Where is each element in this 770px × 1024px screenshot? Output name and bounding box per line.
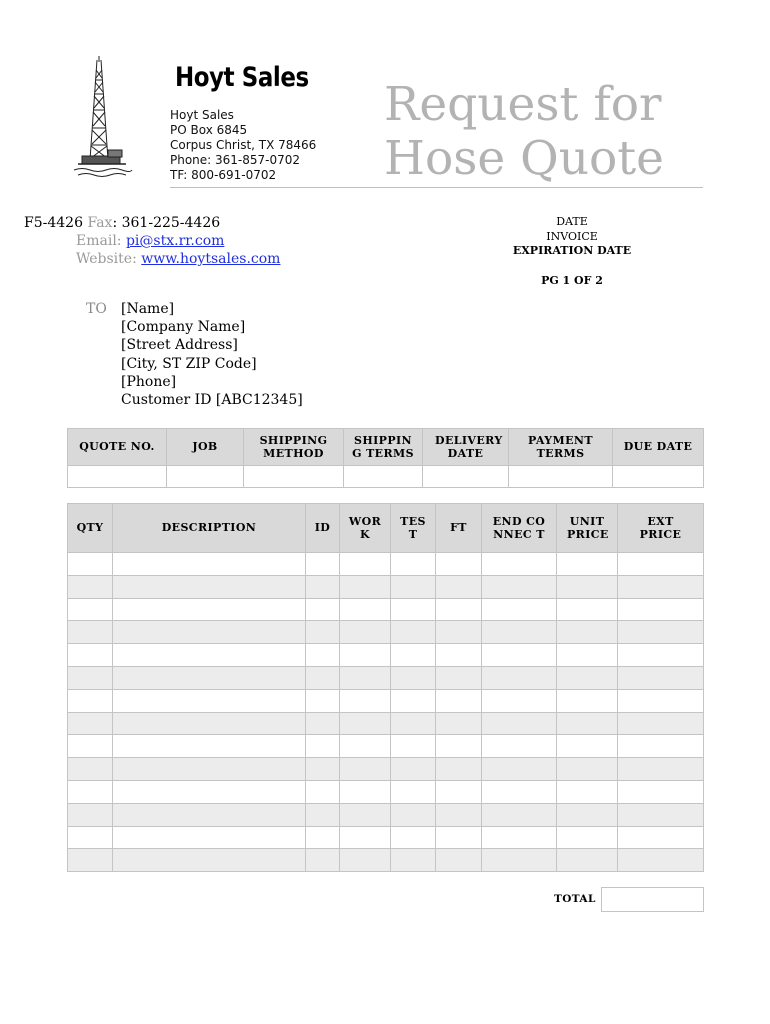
document-title bbox=[384, 78, 664, 186]
qty-cell[interactable] bbox=[68, 621, 113, 644]
ft-cell[interactable] bbox=[436, 644, 482, 667]
website-link[interactable]: www.hoytsales.com bbox=[141, 251, 281, 267]
ft-cell[interactable] bbox=[436, 758, 482, 781]
unit-price-cell[interactable] bbox=[557, 621, 618, 644]
column-header-id: ID bbox=[306, 504, 340, 553]
total-label: TOTAL bbox=[554, 893, 596, 905]
test-cell[interactable] bbox=[391, 553, 436, 576]
fax-label: Fax bbox=[87, 215, 113, 231]
end-connect-cell[interactable] bbox=[482, 666, 557, 689]
description-cell[interactable] bbox=[113, 666, 306, 689]
test-cell[interactable] bbox=[391, 735, 436, 758]
ext-price-cell[interactable] bbox=[618, 780, 704, 803]
unit-price-cell[interactable] bbox=[557, 666, 618, 689]
id-cell[interactable] bbox=[306, 712, 340, 735]
unit-price-cell[interactable] bbox=[557, 758, 618, 781]
column-header-shipping-terms: SHIPPIN G TERMS bbox=[344, 429, 423, 466]
end-connect-cell[interactable] bbox=[482, 758, 557, 781]
recipient-city: [City, ST ZIP Code] bbox=[121, 355, 257, 372]
payment-terms-cell[interactable] bbox=[509, 466, 613, 488]
ext-price-cell[interactable] bbox=[618, 644, 704, 667]
table-row bbox=[68, 666, 704, 689]
table-row bbox=[68, 803, 704, 826]
column-header-ext-price: EXT PRICE bbox=[618, 504, 704, 553]
ext-price-cell[interactable] bbox=[618, 712, 704, 735]
work-cell[interactable] bbox=[340, 780, 391, 803]
end-connect-cell[interactable] bbox=[482, 712, 557, 735]
ft-cell[interactable] bbox=[436, 689, 482, 712]
recipient-block bbox=[121, 300, 303, 409]
company-name: Hoyt Sales bbox=[175, 62, 309, 93]
unit-price-cell[interactable] bbox=[557, 689, 618, 712]
table-row bbox=[68, 758, 704, 781]
id-cell[interactable] bbox=[306, 735, 340, 758]
email-label: Email: bbox=[76, 233, 126, 249]
ft-cell[interactable] bbox=[436, 803, 482, 826]
ext-price-cell[interactable] bbox=[618, 575, 704, 598]
id-cell[interactable] bbox=[306, 849, 340, 872]
end-connect-cell[interactable] bbox=[482, 849, 557, 872]
ft-cell[interactable] bbox=[436, 826, 482, 849]
unit-price-cell[interactable] bbox=[557, 803, 618, 826]
ext-price-cell[interactable] bbox=[618, 598, 704, 621]
work-cell[interactable] bbox=[340, 553, 391, 576]
description-cell[interactable] bbox=[113, 849, 306, 872]
end-connect-cell[interactable] bbox=[482, 735, 557, 758]
due-date-cell[interactable] bbox=[613, 466, 704, 488]
qty-cell[interactable] bbox=[68, 826, 113, 849]
column-header-ft: FT bbox=[436, 504, 482, 553]
delivery-date-cell[interactable] bbox=[423, 466, 509, 488]
column-header-due-date: DUE DATE bbox=[613, 429, 704, 466]
id-cell[interactable] bbox=[306, 644, 340, 667]
test-cell[interactable] bbox=[391, 644, 436, 667]
ft-cell[interactable] bbox=[436, 780, 482, 803]
work-cell[interactable] bbox=[340, 689, 391, 712]
ft-cell[interactable] bbox=[436, 666, 482, 689]
document-title-line: Hose Quote bbox=[384, 131, 664, 186]
qty-cell[interactable] bbox=[68, 666, 113, 689]
description-cell[interactable] bbox=[113, 644, 306, 667]
column-header-test: TES T bbox=[391, 504, 436, 553]
recipient-name: [Name] bbox=[121, 301, 175, 317]
address-line: Hoyt Sales bbox=[170, 108, 234, 122]
column-header-shipping-method: SHIPPING METHOD bbox=[244, 429, 344, 466]
id-cell[interactable] bbox=[306, 553, 340, 576]
table-row bbox=[68, 849, 704, 872]
table-row bbox=[68, 466, 704, 488]
qty-cell[interactable] bbox=[68, 758, 113, 781]
unit-price-cell[interactable] bbox=[557, 644, 618, 667]
work-cell[interactable] bbox=[340, 621, 391, 644]
qty-cell[interactable] bbox=[68, 803, 113, 826]
ext-price-cell[interactable] bbox=[618, 666, 704, 689]
website-label: Website: bbox=[76, 251, 142, 267]
work-cell[interactable] bbox=[340, 644, 391, 667]
id-cell[interactable] bbox=[306, 826, 340, 849]
end-connect-cell[interactable] bbox=[482, 826, 557, 849]
unit-price-cell[interactable] bbox=[557, 780, 618, 803]
table-row bbox=[68, 780, 704, 803]
id-cell[interactable] bbox=[306, 803, 340, 826]
document-title-line: Request for bbox=[384, 77, 662, 132]
column-header-end-connect: END CONNEC T bbox=[482, 504, 557, 553]
ext-price-cell[interactable] bbox=[618, 758, 704, 781]
ft-cell[interactable] bbox=[436, 553, 482, 576]
work-cell[interactable] bbox=[340, 598, 391, 621]
unit-price-cell[interactable] bbox=[557, 598, 618, 621]
unit-price-cell[interactable] bbox=[557, 712, 618, 735]
id-cell[interactable] bbox=[306, 598, 340, 621]
test-cell[interactable] bbox=[391, 598, 436, 621]
qty-cell[interactable] bbox=[68, 780, 113, 803]
test-cell[interactable] bbox=[391, 826, 436, 849]
contact-info bbox=[24, 214, 280, 268]
recipient-phone: [Phone] bbox=[121, 373, 177, 390]
address-line: PO Box 6845 bbox=[170, 123, 248, 137]
company-address bbox=[170, 108, 316, 183]
work-cell[interactable] bbox=[340, 758, 391, 781]
recipient-company: [Company Name] bbox=[121, 319, 246, 336]
test-cell[interactable] bbox=[391, 758, 436, 781]
id-cell[interactable] bbox=[306, 575, 340, 598]
ext-price-cell[interactable] bbox=[618, 553, 704, 576]
work-cell[interactable] bbox=[340, 849, 391, 872]
unit-price-cell[interactable] bbox=[557, 553, 618, 576]
ext-price-cell[interactable] bbox=[618, 621, 704, 644]
description-cell[interactable] bbox=[113, 780, 306, 803]
id-cell[interactable] bbox=[306, 758, 340, 781]
column-header-quote-no: QUOTE NO. bbox=[68, 429, 167, 466]
expiration-date-label: EXPIRATION DATE bbox=[512, 244, 632, 257]
recipient-customer-id: Customer ID [ABC12345] bbox=[121, 392, 303, 409]
ext-price-cell[interactable] bbox=[618, 849, 704, 872]
table-row bbox=[68, 644, 704, 667]
ext-price-cell[interactable] bbox=[618, 735, 704, 758]
ft-cell[interactable] bbox=[436, 849, 482, 872]
description-cell[interactable] bbox=[113, 826, 306, 849]
id-cell[interactable] bbox=[306, 780, 340, 803]
work-cell[interactable] bbox=[340, 666, 391, 689]
column-header-delivery-date: DELIVERY DATE bbox=[423, 429, 509, 466]
email-link[interactable]: pi@stx.rr.com bbox=[125, 233, 225, 249]
table-row bbox=[68, 598, 704, 621]
line-items-table bbox=[67, 503, 704, 872]
date-label: DATE bbox=[556, 215, 588, 228]
qty-cell[interactable] bbox=[68, 849, 113, 872]
qty-cell[interactable] bbox=[68, 735, 113, 758]
unit-price-cell[interactable] bbox=[557, 849, 618, 872]
qty-cell[interactable] bbox=[68, 575, 113, 598]
test-cell[interactable] bbox=[391, 780, 436, 803]
description-cell[interactable] bbox=[113, 553, 306, 576]
recipient-street: [Street Address] bbox=[121, 337, 238, 354]
ext-price-cell[interactable] bbox=[618, 689, 704, 712]
description-cell[interactable] bbox=[113, 575, 306, 598]
unit-price-cell[interactable] bbox=[557, 575, 618, 598]
quote-no-cell[interactable] bbox=[68, 466, 167, 488]
end-connect-cell[interactable] bbox=[482, 689, 557, 712]
work-cell[interactable] bbox=[340, 803, 391, 826]
shipping-method-cell[interactable] bbox=[244, 466, 344, 488]
header-divider bbox=[170, 187, 703, 188]
column-header-qty: QTY bbox=[68, 504, 113, 553]
job-cell[interactable] bbox=[167, 466, 244, 488]
id-cell[interactable] bbox=[306, 621, 340, 644]
end-connect-cell[interactable] bbox=[482, 621, 557, 644]
ext-price-cell[interactable] bbox=[618, 803, 704, 826]
description-cell[interactable] bbox=[113, 803, 306, 826]
description-cell[interactable] bbox=[113, 598, 306, 621]
work-cell[interactable] bbox=[340, 712, 391, 735]
description-cell[interactable] bbox=[113, 689, 306, 712]
test-cell[interactable] bbox=[391, 803, 436, 826]
table-row bbox=[68, 621, 704, 644]
column-header-unit-price: UNIT PRICE bbox=[557, 504, 618, 553]
test-cell[interactable] bbox=[391, 621, 436, 644]
column-header-description: DESCRIPTION bbox=[113, 504, 306, 553]
table-row bbox=[68, 553, 704, 576]
qty-cell[interactable] bbox=[68, 644, 113, 667]
ft-cell[interactable] bbox=[436, 621, 482, 644]
end-connect-cell[interactable] bbox=[482, 575, 557, 598]
end-connect-cell[interactable] bbox=[482, 644, 557, 667]
oil-derrick-logo-icon bbox=[72, 56, 134, 180]
end-connect-cell[interactable] bbox=[482, 780, 557, 803]
ft-cell[interactable] bbox=[436, 712, 482, 735]
id-cell[interactable] bbox=[306, 689, 340, 712]
ft-cell[interactable] bbox=[436, 575, 482, 598]
phone-prefix: F5-4426 bbox=[24, 215, 83, 231]
test-cell[interactable] bbox=[391, 575, 436, 598]
document-meta bbox=[470, 215, 674, 288]
ext-price-cell[interactable] bbox=[618, 826, 704, 849]
total-amount-field[interactable] bbox=[601, 887, 704, 912]
description-cell[interactable] bbox=[113, 735, 306, 758]
ft-cell[interactable] bbox=[436, 598, 482, 621]
table-row bbox=[68, 712, 704, 735]
work-cell[interactable] bbox=[340, 826, 391, 849]
end-connect-cell[interactable] bbox=[482, 553, 557, 576]
id-cell[interactable] bbox=[306, 666, 340, 689]
table-row bbox=[68, 826, 704, 849]
ft-cell[interactable] bbox=[436, 735, 482, 758]
order-info-table bbox=[67, 428, 704, 488]
description-cell[interactable] bbox=[113, 621, 306, 644]
column-header-job: JOB bbox=[167, 429, 244, 466]
test-cell[interactable] bbox=[391, 712, 436, 735]
table-row bbox=[68, 575, 704, 598]
column-header-payment-terms: PAYMENT TERMS bbox=[509, 429, 613, 466]
shipping-terms-cell[interactable] bbox=[344, 466, 423, 488]
test-cell[interactable] bbox=[391, 849, 436, 872]
work-cell[interactable] bbox=[340, 575, 391, 598]
qty-cell[interactable] bbox=[68, 598, 113, 621]
test-cell[interactable] bbox=[391, 666, 436, 689]
work-cell[interactable] bbox=[340, 735, 391, 758]
address-line: Corpus Christ, TX 78466 bbox=[170, 138, 317, 152]
qty-cell[interactable] bbox=[68, 712, 113, 735]
to-label: TO bbox=[86, 301, 107, 317]
end-connect-cell[interactable] bbox=[482, 598, 557, 621]
unit-price-cell[interactable] bbox=[557, 735, 618, 758]
table-row bbox=[68, 735, 704, 758]
qty-cell[interactable] bbox=[68, 553, 113, 576]
column-header-work: WOR K bbox=[340, 504, 391, 553]
description-cell[interactable] bbox=[113, 712, 306, 735]
address-line: Phone: 361-857-0702 bbox=[170, 153, 301, 167]
page-number: PG 1 OF 2 bbox=[541, 273, 603, 287]
address-line: TF: 800-691-0702 bbox=[170, 168, 277, 182]
test-cell[interactable] bbox=[391, 689, 436, 712]
end-connect-cell[interactable] bbox=[482, 803, 557, 826]
invoice-label: INVOICE bbox=[546, 229, 598, 243]
qty-cell[interactable] bbox=[68, 689, 113, 712]
unit-price-cell[interactable] bbox=[557, 826, 618, 849]
fax-value: : 361-225-4426 bbox=[112, 215, 221, 231]
description-cell[interactable] bbox=[113, 758, 306, 781]
table-row bbox=[68, 689, 704, 712]
